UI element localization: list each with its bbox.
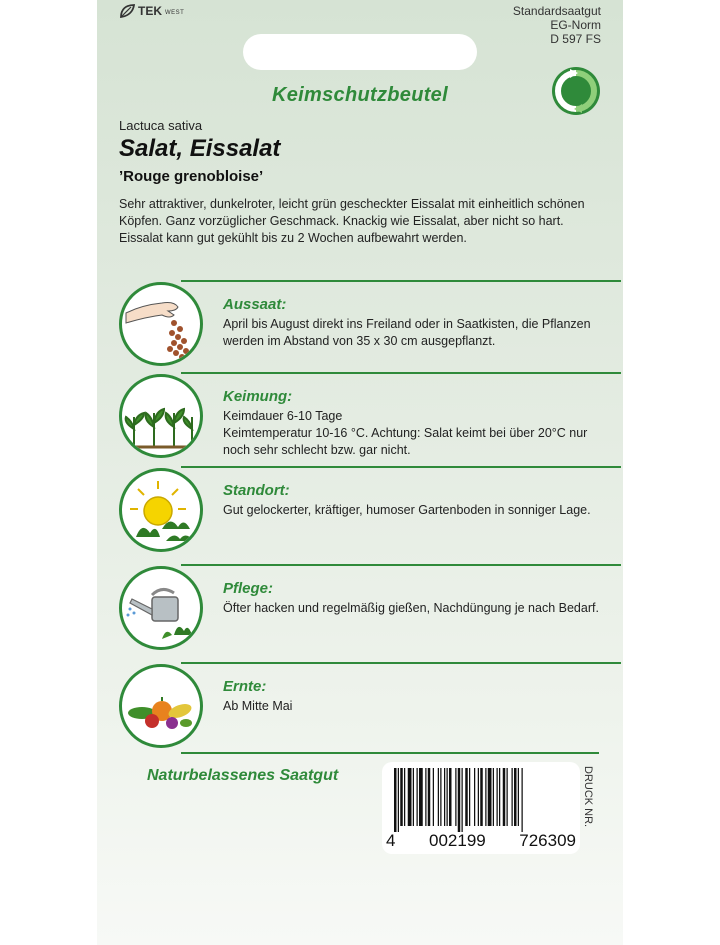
barcode-digit-group: 002199 [429, 831, 486, 850]
barcode-bar [413, 768, 414, 826]
barcode-bar [512, 768, 513, 826]
section-keimung [119, 372, 599, 464]
barcode-digit-group: 726309 [519, 831, 576, 850]
barcode-bar [488, 768, 492, 826]
product-description: Sehr attraktiver, dunkelroter, leicht grün gescheckter Eissalat mit einheitlich schönen Köpfen. Ganz vorzüglicher Geschmack. Knackig wie Eissalat, aber nicht so hart. Eissalat kann gut gekühlt bis zu 2 Wochen aufbewahrt werden. [119, 197, 585, 245]
section-divider [181, 372, 621, 374]
section-text: April bis August direkt ins Freiland oder in Saatkisten, die Pflanzen werden im Abstand von 35 x 30 cm ausgepflanzt. [223, 317, 591, 348]
section-heading: Keimung: [223, 388, 293, 405]
section-text: Gut gelockerter, kräftiger, humoser Gartenboden in sonniger Lage. [223, 503, 591, 517]
sowing-hand-icon [122, 285, 200, 363]
seedlings-icon [122, 377, 200, 455]
section-heading: Pflege: [223, 580, 274, 597]
barcode-bar [419, 768, 423, 826]
section-heading: Standort: [223, 482, 290, 499]
barcode [382, 762, 580, 854]
section-ernte [119, 662, 599, 754]
barcode-bar [503, 768, 506, 826]
banner-title: Keimschutzbeutel [272, 84, 448, 106]
section-divider [181, 662, 621, 664]
section-standort [119, 466, 599, 558]
section-icon-circle [119, 468, 203, 552]
barcode-bar [398, 768, 399, 832]
barcode-bar [493, 768, 494, 826]
barcode-bar [444, 768, 445, 826]
barcode-bar [404, 768, 405, 826]
barcode-bar [438, 768, 439, 826]
section-aussaat [119, 280, 599, 372]
standard-line: D 597 FS [550, 32, 601, 46]
barcode-bar [507, 768, 508, 826]
green-dot-recycle-icon [551, 66, 601, 116]
barcode-bar [497, 768, 498, 826]
barcode-bar [425, 768, 426, 826]
tek-leaf-icon [119, 4, 135, 18]
barcode-bar [499, 768, 500, 826]
barcode-bar [428, 768, 431, 826]
print-number-label: DRUCK NR. [582, 766, 594, 828]
barcode-bar [433, 768, 434, 826]
section-icon-circle [119, 282, 203, 366]
brand-logo [119, 4, 184, 18]
barcode-bar [465, 768, 468, 826]
section-divider [181, 280, 621, 282]
barcode-bar [480, 768, 483, 826]
latin-name: Lactuca sativa [119, 118, 203, 133]
standard-line: EG-Norm [550, 18, 601, 32]
barcode-bar [440, 768, 441, 826]
barcode-bar [462, 768, 463, 832]
barcode-bar [518, 768, 519, 826]
barcode-bar [522, 768, 523, 832]
section-divider [181, 564, 621, 566]
barcode-bar [400, 768, 403, 826]
section-divider [181, 752, 599, 754]
brand-name: TEK [138, 4, 162, 18]
section-heading: Ernte: [223, 678, 267, 695]
section-text: Ab Mitte Mai [223, 699, 293, 713]
watering-can-icon [122, 569, 200, 647]
standard-info [513, 4, 601, 46]
barcode-bar [485, 768, 486, 826]
section-text: Öfter hacken und regelmäßig gießen, Nachdüngung je nach Bedarf. [223, 601, 599, 615]
barcode-bar [449, 768, 452, 826]
barcode-bar [469, 768, 470, 826]
seed-packet [97, 0, 623, 945]
barcode-bar [394, 768, 397, 832]
section-heading: Aussaat: [223, 296, 287, 313]
barcode-bars [390, 768, 572, 832]
barcode-digit-group: 4 [386, 831, 396, 850]
packet-window [243, 34, 477, 70]
section-icon-circle [119, 664, 203, 748]
barcode-bar [478, 768, 479, 826]
section-pflege [119, 564, 599, 656]
section-divider [181, 466, 621, 468]
variety-name: ’Rouge grenobloise’ [119, 168, 264, 185]
harvest-vegetables-icon [122, 667, 200, 745]
barcode-bar [455, 768, 456, 826]
barcode-bar [514, 768, 517, 826]
barcode-bar [458, 768, 461, 832]
brand-sub: WEST [165, 9, 185, 16]
standard-line: Standardsaatgut [512, 4, 601, 18]
product-title: Salat, Eissalat [119, 135, 281, 162]
footer-slogan: Naturbelassenes Saatgut [147, 767, 339, 784]
section-icon-circle [119, 566, 203, 650]
sun-plants-icon [122, 471, 200, 549]
barcode-number [386, 831, 576, 851]
barcode-bar [474, 768, 475, 826]
barcode-bar [447, 768, 448, 826]
barcode-bar [417, 768, 418, 826]
section-icon-circle [119, 374, 203, 458]
section-text: Keimdauer 6-10 Tage Keimtemperatur 10-16 °C. Achtung: Salat keimt bei über 20°C nur noch sehr schlecht bzw. gar nicht. [223, 409, 588, 457]
barcode-bar [408, 768, 412, 826]
